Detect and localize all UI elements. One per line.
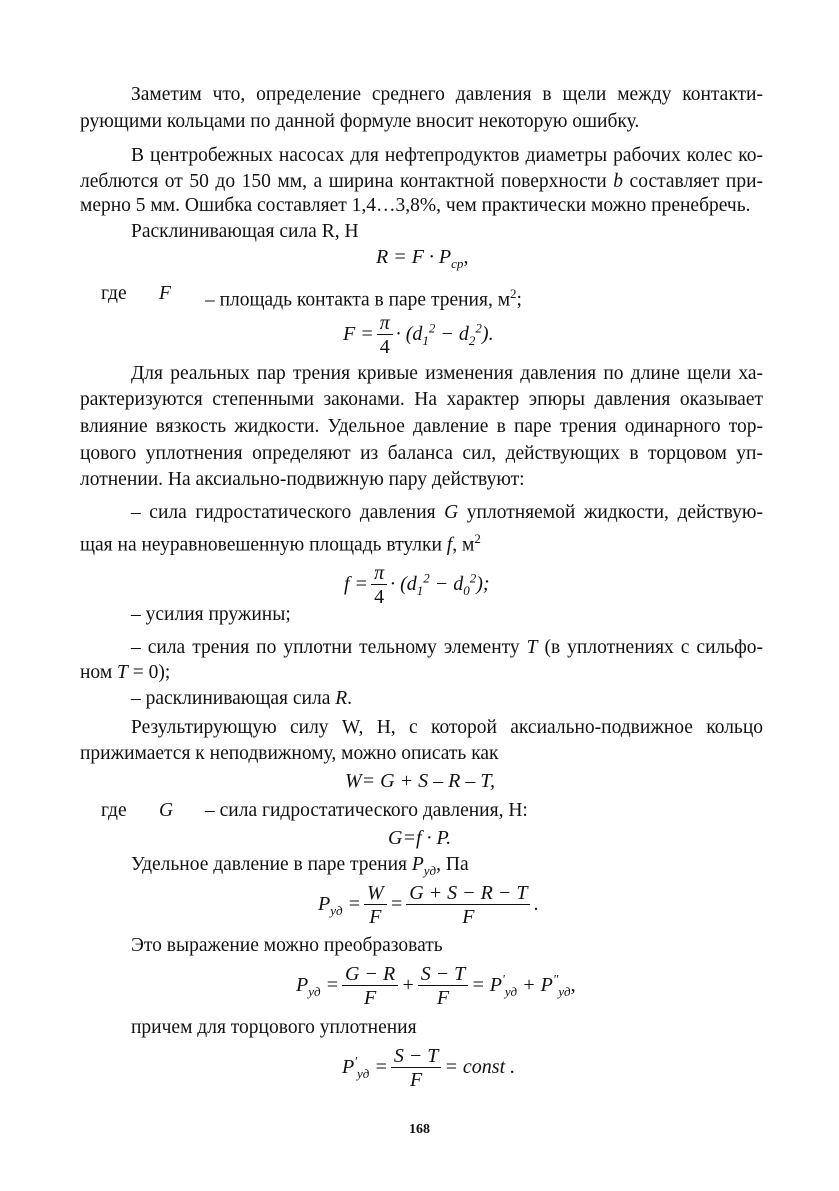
text: – площадь контакта в паре трения, м — [205, 289, 511, 311]
paragraph-line — [80, 661, 170, 685]
list-item — [80, 636, 763, 660]
paragraph-line — [80, 716, 763, 740]
formula-sub: 1 — [422, 333, 429, 349]
formula-sup: ' — [502, 971, 505, 987]
formula-F — [343, 312, 494, 359]
text: = 0); — [127, 662, 171, 683]
paragraph-line — [131, 853, 469, 883]
formula-text: , — [463, 246, 469, 268]
numerator: G − R — [342, 963, 398, 986]
formula-sub: ср — [451, 256, 464, 271]
paragraph-line — [80, 144, 763, 168]
formula-text: P — [342, 1056, 355, 1079]
paragraph-line: рактеризуются степенными законами. На характер эпюры давления оказывает — [80, 389, 763, 410]
text: леблются от 50 до 150 мм, а ширина контактной поверхности — [80, 171, 614, 192]
text: . — [347, 688, 353, 709]
formula-W: W= G + S – R – T, — [345, 770, 495, 792]
text: , м — [452, 534, 475, 556]
numerator: G + S − R − T — [406, 882, 530, 905]
sup: 2 — [510, 286, 517, 301]
symbol-G: G — [444, 502, 459, 523]
formula-Pud — [318, 882, 538, 929]
formula-text: f = — [344, 573, 369, 596]
fraction — [342, 963, 398, 1010]
formula-sub: уд — [330, 903, 343, 919]
formula-G: G=f · P. — [388, 827, 452, 849]
formula-sub: уд — [558, 984, 571, 1000]
formula-text: = — [320, 974, 340, 997]
paragraph-line — [80, 170, 763, 194]
formula-const — [342, 1045, 515, 1092]
where-description — [205, 282, 522, 313]
symbol-P: P — [411, 854, 424, 875]
formula-text: = const . — [444, 1056, 516, 1079]
text: Результирующую силу W, Н, с которой аксиально-подвижное кольцо — [131, 717, 763, 738]
formula-sup: " — [552, 971, 559, 987]
text: ном — [80, 662, 118, 683]
denominator: F — [364, 987, 377, 1009]
numerator: S − T — [391, 1045, 442, 1068]
formula-R — [376, 245, 468, 276]
symbol-f: f — [446, 534, 453, 556]
formula-sub: 1 — [416, 583, 424, 599]
symbol-T: T — [117, 662, 128, 683]
text: составляет при- — [623, 171, 763, 192]
where-word: где — [101, 800, 127, 821]
sub: уд — [423, 862, 437, 878]
numerator: π — [377, 312, 393, 335]
paragraph-line: Расклинивающая сила R, Н — [131, 221, 359, 242]
where-description: – сила гидростатического давления, Н: — [205, 800, 528, 821]
formula-Pud-split — [296, 963, 576, 1010]
formula-text: ); — [476, 573, 490, 596]
list-item — [131, 687, 352, 711]
text: – сила трения по уплотни тельному элементу — [131, 637, 527, 658]
formula-text: = — [369, 1056, 388, 1079]
paragraph-line: Это выражение можно преобразовать — [131, 935, 443, 956]
formula-text: P — [296, 974, 309, 997]
formula-sub: уд — [504, 984, 518, 1000]
formula-text: − d — [429, 573, 464, 596]
fraction — [391, 1045, 442, 1092]
paragraph-line: мерно 5 мм. Ошибка составляет 1,4…3,8%, чем практически можно пренебречь. — [80, 195, 751, 216]
text: Удельное давление в паре трения — [131, 854, 412, 875]
formula-text: = — [342, 893, 362, 916]
formula-sup: 2 — [423, 570, 430, 586]
paragraph-line: прижимается к неподвижному, можно описать как — [80, 743, 499, 764]
paragraph-line: влияние вязкость жидкости. Удельное давление в паре трения одинарного тор- — [80, 416, 763, 437]
denominator: F — [436, 987, 450, 1009]
denominator: 4 — [379, 336, 390, 358]
numerator: π — [371, 562, 387, 585]
where-symbol: F — [159, 283, 171, 304]
numerator: S − T — [418, 963, 469, 986]
paragraph-line — [80, 527, 481, 558]
formula-text: . — [533, 893, 539, 916]
text: Заметим что, определение среднего давления в щели между контакти- — [131, 84, 763, 105]
formula-text: ). — [481, 323, 494, 346]
formula-sup: 2 — [469, 570, 477, 586]
where-word: где — [101, 283, 127, 304]
symbol-T: T — [526, 637, 538, 658]
paragraph-line: цового уплотнения определяют из баланса сил, действующих в торцовом уп- — [80, 443, 763, 464]
where-symbol: G — [159, 800, 174, 821]
formula-text: , — [570, 974, 576, 997]
symbol-b: b — [613, 171, 623, 192]
text: щая на неуравновешенную площадь втулки — [80, 534, 447, 556]
denominator: F — [369, 906, 382, 928]
paragraph-line — [80, 501, 763, 525]
text: ; — [516, 289, 522, 311]
denominator: 4 — [374, 586, 385, 608]
formula-text: F = — [343, 323, 374, 346]
formula-text: P — [318, 893, 331, 916]
formula-text: + — [401, 974, 415, 997]
fraction — [371, 562, 387, 609]
formula-text: · (d — [390, 573, 417, 596]
formula-text: · (d — [395, 323, 423, 346]
text: (в уплотнениях с сильфо- — [537, 637, 764, 658]
fraction — [418, 963, 469, 1010]
paragraph-line: причем для торцового уплотнения — [131, 1017, 417, 1038]
formula-text: = P — [471, 974, 503, 997]
symbol-R: R — [335, 688, 348, 709]
text: – сила гидростатического давления — [131, 502, 445, 523]
numerator: W — [364, 882, 387, 905]
denominator: F — [462, 906, 475, 928]
formula-sup: ' — [354, 1053, 357, 1069]
formula-sup: 2 — [428, 320, 436, 336]
formula-text: + P — [517, 974, 553, 997]
text: Для реальных пар трения кривые изменения давления по длине щели ха- — [131, 363, 763, 384]
fraction — [364, 882, 387, 929]
page-number: 168 — [409, 1122, 430, 1137]
sup: 2 — [474, 531, 481, 546]
text: – расклинивающая сила — [131, 688, 336, 709]
formula-text: R = F · P — [376, 246, 452, 268]
formula-f — [344, 562, 490, 609]
denominator: F — [410, 1069, 423, 1091]
formula-sub: уд — [357, 1066, 370, 1082]
formula-text: − d — [435, 323, 469, 346]
text: уплотняемой жидкости, действую- — [458, 502, 763, 523]
fraction — [377, 312, 393, 359]
paragraph-line — [80, 83, 763, 107]
formula-sub: 0 — [463, 583, 470, 599]
text: В центробежных насосах для нефтепродуктов диаметры рабочих колес ко- — [131, 145, 763, 166]
fraction — [406, 882, 530, 929]
formula-text: = — [389, 893, 404, 916]
formula-sub: 2 — [468, 333, 476, 349]
text: , Па — [436, 854, 469, 875]
formula-sub: уд — [308, 984, 321, 1000]
list-item: – усилия пружины; — [131, 604, 291, 625]
paragraph-line: лотнении. На аксиально-подвижную пару действуют: — [80, 469, 525, 490]
paragraph-line — [80, 362, 763, 386]
paragraph-line: рующими кольцами по данной формуле вносит некоторую ошибку. — [80, 111, 640, 132]
formula-sup: 2 — [475, 320, 482, 336]
